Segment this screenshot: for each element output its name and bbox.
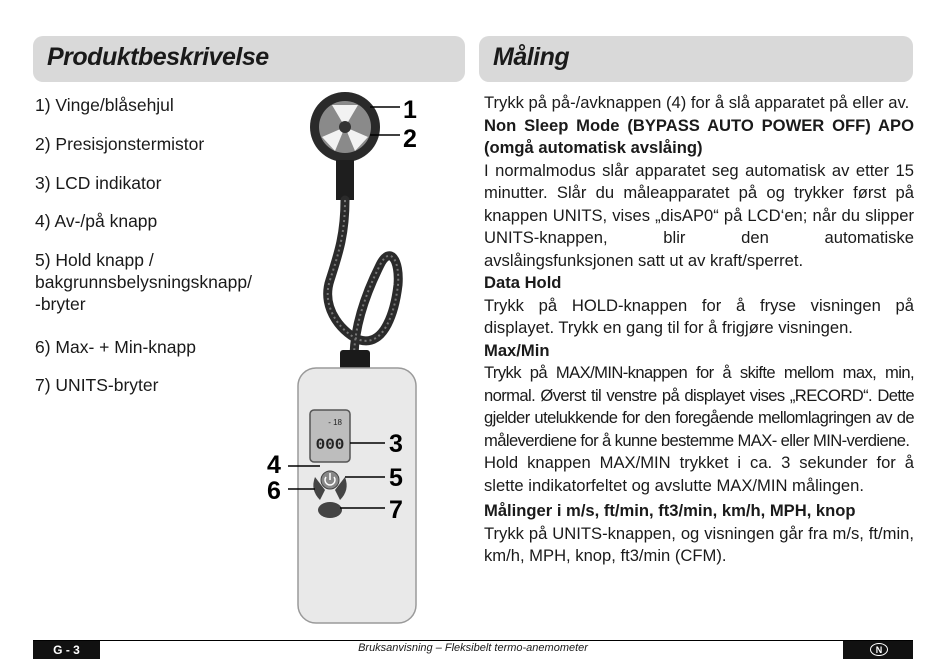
cable-collar (340, 350, 370, 370)
paragraph-max-min-reset: Hold knappen MAX/MIN trykket i ca. 3 sekunder for å slette indikatorfeltet og avslutte MAX/MIN målingen. (484, 453, 914, 495)
subheading-max-min: Max/Min (484, 340, 550, 360)
lcd-main-readout: 000 (315, 436, 345, 454)
parts-list-item: 3) LCD indikator (35, 173, 162, 193)
callout-number: 1 (403, 96, 417, 124)
measurement-section (484, 92, 914, 568)
callout-number: 4 (267, 451, 281, 479)
units-button (318, 502, 342, 518)
vane-hub (339, 121, 351, 133)
subheading-data-hold: Data Hold (484, 273, 562, 292)
section-title-product-description: Produktbeskrivelse (47, 43, 269, 71)
parts-list-item: 2) Presisjonstermistor (35, 134, 205, 154)
callout-number: 2 (403, 125, 417, 153)
section-title-measurement: Måling (493, 43, 570, 71)
subheading-non-sleep: Non Sleep Mode (BYPASS AUTO POWER OFF) APO (omgå automatisk avslåing) (484, 115, 914, 157)
paragraph-data-hold: Trykk på HOLD-knappen for å fryse visningen på displayet. Trykk en gang til for å frigjøre visningen. (484, 295, 914, 337)
paragraph-auto-off: I normalmodus slår apparatet seg automatisk av etter 15 minutter. Slår du måleapparatet på og trykker først på knappen UNITS, vises „disAP0“ på LCD‘en; når du slipper UNITS-knappen, blir den automatiske avslåingsfunksjonen satt ut av kraft/sperret. (484, 160, 914, 270)
page-number: G - 3 (33, 641, 100, 659)
page-footer (33, 640, 913, 659)
subheading-units: Målinger i m/s, ft/min, ft3/min, km/h, MPH, knop (484, 501, 856, 520)
parts-list-item: 5) Hold knapp / bakgrunnsbelysningsknapp/ -bryter (35, 250, 252, 314)
section-header-right (479, 36, 913, 82)
paragraph-max-min: Trykk på MAX/MIN-knappen for å skifte mellom max, min, normal. Øverst til venstre på displayet vises „RECORD“. Dette gjelder utelukkende for den foregående mellomlagringen av de måleverdiene for å kunne bestemme MAX- eller MIN-verdiene. (484, 363, 914, 450)
probe-neck (336, 160, 354, 200)
callout-number: 3 (389, 430, 403, 458)
callout-number: 5 (389, 464, 403, 492)
lcd-top-readout: - 18 (328, 418, 342, 427)
paragraph-power: Trykk på på-/avknappen (4) for å slå apparatet på eller av. (484, 93, 910, 112)
parts-list-item: 6) Max- + Min-knapp (35, 337, 196, 357)
parts-list-item: 1) Vinge/blåsehjul (35, 95, 174, 115)
callout-number: 6 (267, 477, 281, 505)
callout-number: 7 (389, 496, 403, 524)
language-code: N (870, 643, 888, 656)
parts-list-item: 4) Av-/på knapp (35, 211, 158, 231)
anemometer-illustration (267, 85, 460, 630)
section-header-left (33, 36, 465, 82)
flexible-cable (328, 200, 399, 355)
parts-list-item: 7) UNITS-bryter (35, 375, 159, 395)
language-badge (843, 641, 913, 659)
paragraph-units: Trykk på UNITS-knappen, og visningen går fra m/s, ft/min, km/h, MPH, knop, ft3/min (CFM). (484, 523, 914, 565)
footer-title: Bruksanvisning – Fleksibelt termo-anemometer (358, 642, 588, 654)
